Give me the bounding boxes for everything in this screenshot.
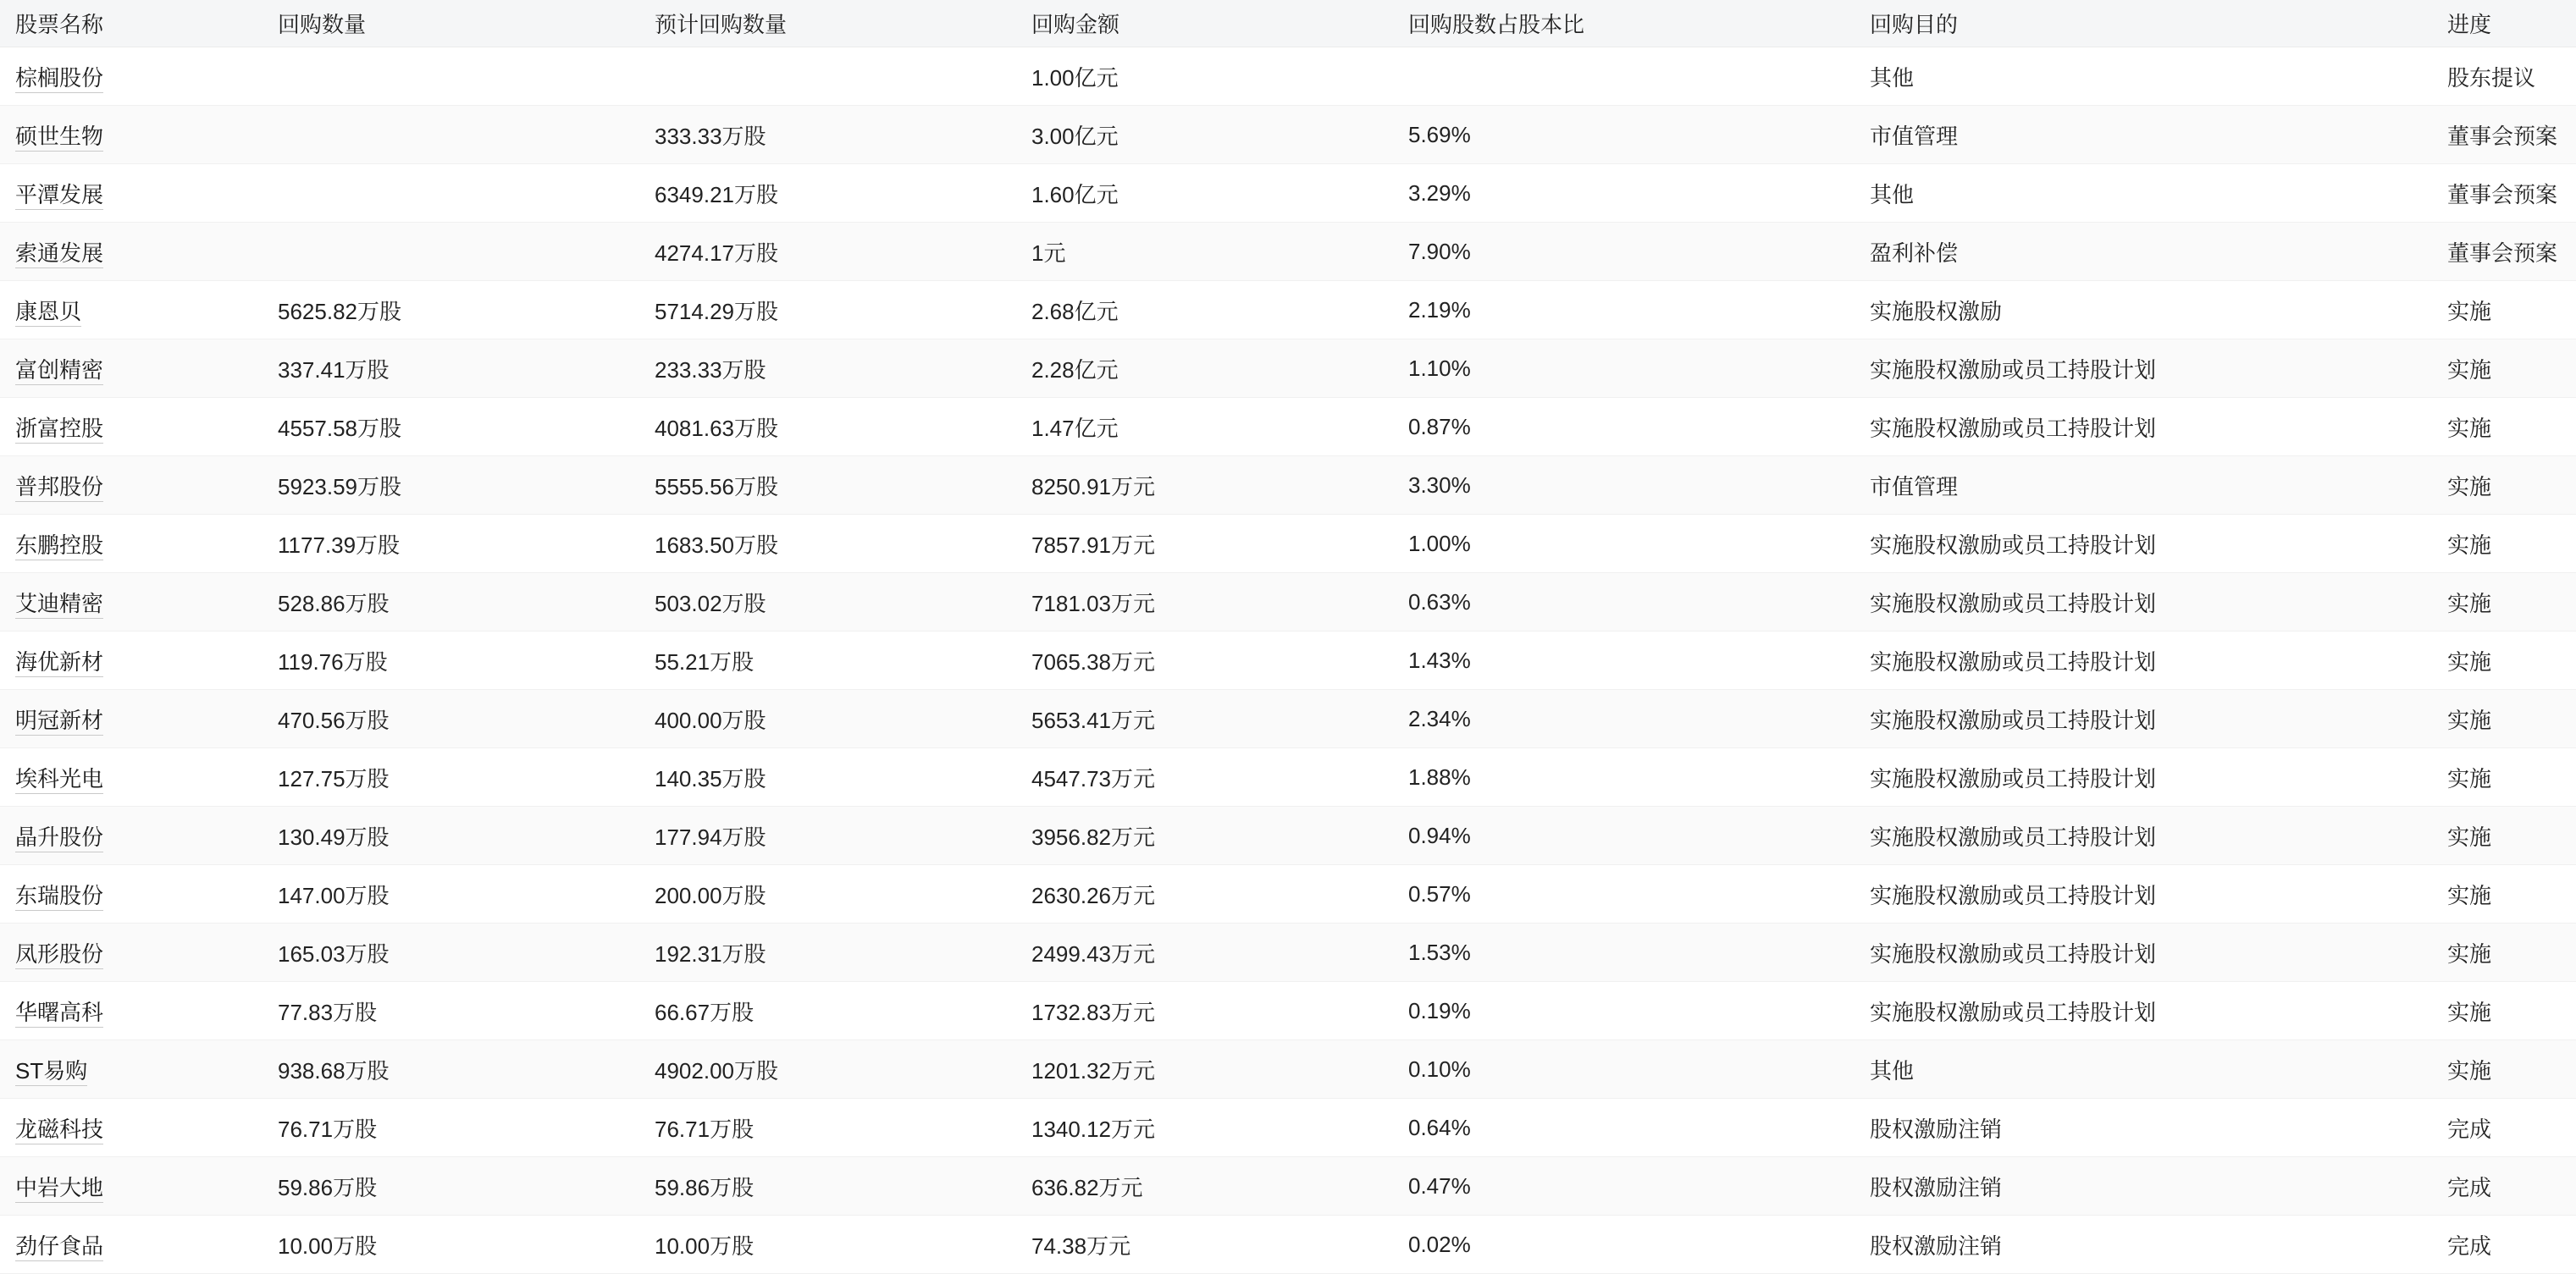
cell-purpose: 实施股权激励 [1855,281,2447,339]
cell-expected-qty: 4081.63万股 [639,398,1016,456]
cell-purpose: 实施股权激励或员工持股计划 [1855,865,2447,924]
stock-name-label[interactable]: 艾迪精密 [15,591,103,619]
cell-progress: 实施 [2447,515,2576,573]
cell-buyback-amount: 7181.03万元 [1016,573,1393,631]
table-row[interactable] [0,398,2576,456]
cell-stock-name [0,515,263,573]
cell-expected-qty: 4902.00万股 [639,1040,1016,1099]
cell-buyback-amount: 1.60亿元 [1016,164,1393,223]
cell-buyback-amount: 1340.12万元 [1016,1099,1393,1157]
stock-name-label[interactable]: 棕榈股份 [15,65,103,93]
cell-stock-name [0,690,263,748]
cell-expected-qty: 200.00万股 [639,865,1016,924]
table-row[interactable] [0,924,2576,982]
cell-buyback-qty: 5923.59万股 [263,456,639,515]
cell-progress: 实施 [2447,456,2576,515]
stock-name-label[interactable]: 海优新材 [15,649,103,677]
cell-share-ratio: 0.57% [1393,865,1855,924]
cell-purpose: 实施股权激励或员工持股计划 [1855,398,2447,456]
cell-stock-name [0,1216,263,1274]
stock-name-label[interactable]: 索通发展 [15,240,103,268]
column-header-progress[interactable]: 进度 [2447,0,2576,47]
table-row[interactable] [0,339,2576,398]
cell-purpose: 其他 [1855,1040,2447,1099]
cell-buyback-qty: 76.71万股 [263,1099,639,1157]
cell-purpose: 股权激励注销 [1855,1216,2447,1274]
cell-expected-qty: 1683.50万股 [639,515,1016,573]
stock-name-label[interactable]: 埃科光电 [15,766,103,794]
cell-buyback-qty: 5625.82万股 [263,281,639,339]
table-row[interactable] [0,865,2576,924]
cell-progress: 股东提议 [2447,47,2576,106]
cell-stock-name [0,982,263,1040]
cell-progress: 实施 [2447,982,2576,1040]
cell-progress: 完成 [2447,1157,2576,1216]
cell-buyback-qty: 10.00万股 [263,1216,639,1274]
cell-share-ratio: 0.63% [1393,573,1855,631]
cell-buyback-amount: 4547.73万元 [1016,748,1393,807]
cell-stock-name [0,106,263,164]
cell-stock-name [0,1157,263,1216]
cell-stock-name [0,924,263,982]
cell-buyback-qty: 1177.39万股 [263,515,639,573]
stock-name-label[interactable]: 平潭发展 [15,182,103,210]
cell-buyback-amount: 74.38万元 [1016,1216,1393,1274]
cell-share-ratio: 0.10% [1393,1040,1855,1099]
cell-purpose: 实施股权激励或员工持股计划 [1855,573,2447,631]
cell-buyback-amount: 2499.43万元 [1016,924,1393,982]
cell-progress: 实施 [2447,865,2576,924]
table-row[interactable] [0,223,2576,281]
stock-name-label[interactable]: 凤形股份 [15,941,103,969]
cell-buyback-amount: 7065.38万元 [1016,631,1393,690]
cell-buyback-amount: 1201.32万元 [1016,1040,1393,1099]
cell-expected-qty: 233.33万股 [639,339,1016,398]
table-row[interactable] [0,1157,2576,1216]
table-row[interactable] [0,47,2576,106]
cell-stock-name [0,223,263,281]
table-row[interactable] [0,748,2576,807]
cell-share-ratio [1393,47,1855,106]
cell-share-ratio: 0.47% [1393,1157,1855,1216]
stock-name-label[interactable]: 普邦股份 [15,474,103,502]
cell-progress: 董事会预案 [2447,164,2576,223]
cell-stock-name [0,398,263,456]
cell-stock-name [0,1040,263,1099]
cell-buyback-amount: 1.00亿元 [1016,47,1393,106]
cell-share-ratio: 7.90% [1393,223,1855,281]
cell-buyback-qty: 337.41万股 [263,339,639,398]
cell-purpose: 股权激励注销 [1855,1157,2447,1216]
cell-buyback-qty: 4557.58万股 [263,398,639,456]
cell-buyback-qty: 119.76万股 [263,631,639,690]
cell-purpose: 实施股权激励或员工持股计划 [1855,515,2447,573]
cell-purpose: 实施股权激励或员工持股计划 [1855,748,2447,807]
cell-progress: 实施 [2447,924,2576,982]
table-row[interactable] [0,690,2576,748]
cell-stock-name [0,164,263,223]
table-row[interactable] [0,1099,2576,1157]
cell-expected-qty: 4274.17万股 [639,223,1016,281]
cell-stock-name [0,281,263,339]
cell-share-ratio: 0.02% [1393,1216,1855,1274]
stock-name-label[interactable]: 龙磁科技 [15,1117,103,1144]
cell-purpose: 实施股权激励或员工持股计划 [1855,982,2447,1040]
stock-name-label[interactable]: 东瑞股份 [15,883,103,911]
cell-buyback-qty: 470.56万股 [263,690,639,748]
cell-buyback-qty: 147.00万股 [263,865,639,924]
cell-progress: 实施 [2447,398,2576,456]
cell-stock-name [0,47,263,106]
table-row[interactable] [0,515,2576,573]
stock-name-label[interactable]: 浙富控股 [15,416,103,444]
cell-stock-name [0,807,263,865]
cell-share-ratio: 0.94% [1393,807,1855,865]
column-header-expected-qty[interactable]: 预计回购数量 [639,0,1016,47]
cell-share-ratio: 1.53% [1393,924,1855,982]
cell-share-ratio: 0.87% [1393,398,1855,456]
stock-name-label[interactable]: ST易购 [15,1058,87,1086]
cell-expected-qty: 503.02万股 [639,573,1016,631]
cell-buyback-amount: 7857.91万元 [1016,515,1393,573]
cell-buyback-qty [263,164,639,223]
cell-purpose: 其他 [1855,47,2447,106]
cell-buyback-amount: 2.28亿元 [1016,339,1393,398]
stock-name-label[interactable]: 华曙高科 [15,1000,103,1028]
cell-buyback-qty: 938.68万股 [263,1040,639,1099]
cell-progress: 实施 [2447,1040,2576,1099]
table-row[interactable] [0,631,2576,690]
cell-share-ratio: 5.69% [1393,106,1855,164]
table-row[interactable] [0,456,2576,515]
cell-share-ratio: 2.19% [1393,281,1855,339]
column-header-share-ratio[interactable]: 回购股数占股本比 [1393,0,1855,47]
stock-name-label[interactable]: 晶升股份 [15,825,103,852]
table-row[interactable] [0,164,2576,223]
cell-progress: 实施 [2447,748,2576,807]
cell-expected-qty: 5714.29万股 [639,281,1016,339]
cell-share-ratio: 0.64% [1393,1099,1855,1157]
table-row[interactable] [0,1216,2576,1274]
cell-progress: 完成 [2447,1099,2576,1157]
cell-buyback-amount: 3.00亿元 [1016,106,1393,164]
cell-buyback-amount: 1732.83万元 [1016,982,1393,1040]
cell-progress: 实施 [2447,281,2576,339]
cell-progress: 实施 [2447,631,2576,690]
stock-name-label[interactable]: 硕世生物 [15,124,103,152]
cell-expected-qty: 6349.21万股 [639,164,1016,223]
cell-stock-name [0,339,263,398]
cell-progress: 董事会预案 [2447,223,2576,281]
cell-progress: 实施 [2447,339,2576,398]
cell-expected-qty: 140.35万股 [639,748,1016,807]
cell-progress: 完成 [2447,1216,2576,1274]
cell-expected-qty: 5555.56万股 [639,456,1016,515]
cell-buyback-amount: 2.68亿元 [1016,281,1393,339]
column-header-buyback-amount[interactable]: 回购金额 [1016,0,1393,47]
cell-share-ratio: 3.29% [1393,164,1855,223]
cell-buyback-qty: 59.86万股 [263,1157,639,1216]
cell-purpose: 其他 [1855,164,2447,223]
table-row[interactable] [0,982,2576,1040]
cell-stock-name [0,456,263,515]
cell-expected-qty: 10.00万股 [639,1216,1016,1274]
cell-buyback-amount: 636.82万元 [1016,1157,1393,1216]
cell-stock-name [0,573,263,631]
table-row[interactable] [0,1040,2576,1099]
cell-buyback-amount: 3956.82万元 [1016,807,1393,865]
cell-buyback-amount: 1.47亿元 [1016,398,1393,456]
cell-buyback-qty: 528.86万股 [263,573,639,631]
cell-expected-qty: 66.67万股 [639,982,1016,1040]
cell-share-ratio: 1.00% [1393,515,1855,573]
cell-share-ratio: 1.88% [1393,748,1855,807]
cell-stock-name [0,748,263,807]
cell-progress: 实施 [2447,807,2576,865]
stock-name-label[interactable]: 劲仔食品 [15,1233,103,1261]
cell-share-ratio: 3.30% [1393,456,1855,515]
cell-progress: 董事会预案 [2447,106,2576,164]
stock-name-label[interactable]: 康恩贝 [15,299,81,327]
cell-share-ratio: 1.43% [1393,631,1855,690]
table-header-row [0,0,2576,47]
cell-expected-qty: 333.33万股 [639,106,1016,164]
table-body [0,47,2576,1274]
cell-expected-qty: 59.86万股 [639,1157,1016,1216]
table-row[interactable] [0,573,2576,631]
cell-purpose: 实施股权激励或员工持股计划 [1855,339,2447,398]
stock-name-label[interactable]: 中岩大地 [15,1175,103,1203]
cell-purpose: 实施股权激励或员工持股计划 [1855,690,2447,748]
cell-expected-qty: 76.71万股 [639,1099,1016,1157]
stock-name-label[interactable]: 东鹏控股 [15,532,103,560]
cell-stock-name [0,631,263,690]
cell-buyback-amount: 2630.26万元 [1016,865,1393,924]
cell-expected-qty: 177.94万股 [639,807,1016,865]
column-header-stock-name[interactable]: 股票名称 [0,0,263,47]
stock-name-label[interactable]: 富创精密 [15,357,103,385]
cell-purpose: 实施股权激励或员工持股计划 [1855,807,2447,865]
cell-expected-qty: 55.21万股 [639,631,1016,690]
table-row[interactable] [0,106,2576,164]
cell-buyback-qty [263,106,639,164]
cell-purpose: 市值管理 [1855,106,2447,164]
cell-share-ratio: 2.34% [1393,690,1855,748]
cell-buyback-qty [263,223,639,281]
cell-progress: 实施 [2447,573,2576,631]
cell-buyback-qty: 165.03万股 [263,924,639,982]
cell-progress: 实施 [2447,690,2576,748]
cell-buyback-amount: 8250.91万元 [1016,456,1393,515]
cell-buyback-amount: 1元 [1016,223,1393,281]
cell-expected-qty [639,47,1016,106]
cell-buyback-qty: 77.83万股 [263,982,639,1040]
cell-expected-qty: 400.00万股 [639,690,1016,748]
cell-purpose: 实施股权激励或员工持股计划 [1855,631,2447,690]
cell-purpose: 股权激励注销 [1855,1099,2447,1157]
cell-stock-name [0,1099,263,1157]
cell-buyback-qty: 130.49万股 [263,807,639,865]
cell-purpose: 市值管理 [1855,456,2447,515]
table-header [0,0,2576,47]
cell-buyback-amount: 5653.41万元 [1016,690,1393,748]
cell-purpose: 盈利补偿 [1855,223,2447,281]
cell-share-ratio: 0.19% [1393,982,1855,1040]
stock-name-label[interactable]: 明冠新材 [15,708,103,736]
cell-share-ratio: 1.10% [1393,339,1855,398]
cell-purpose: 实施股权激励或员工持股计划 [1855,924,2447,982]
table-row[interactable] [0,807,2576,865]
column-header-purpose[interactable]: 回购目的 [1855,0,2447,47]
cell-expected-qty: 192.31万股 [639,924,1016,982]
column-header-buyback-qty[interactable]: 回购数量 [263,0,639,47]
cell-buyback-qty: 127.75万股 [263,748,639,807]
table-row[interactable] [0,281,2576,339]
cell-buyback-qty [263,47,639,106]
cell-stock-name [0,865,263,924]
